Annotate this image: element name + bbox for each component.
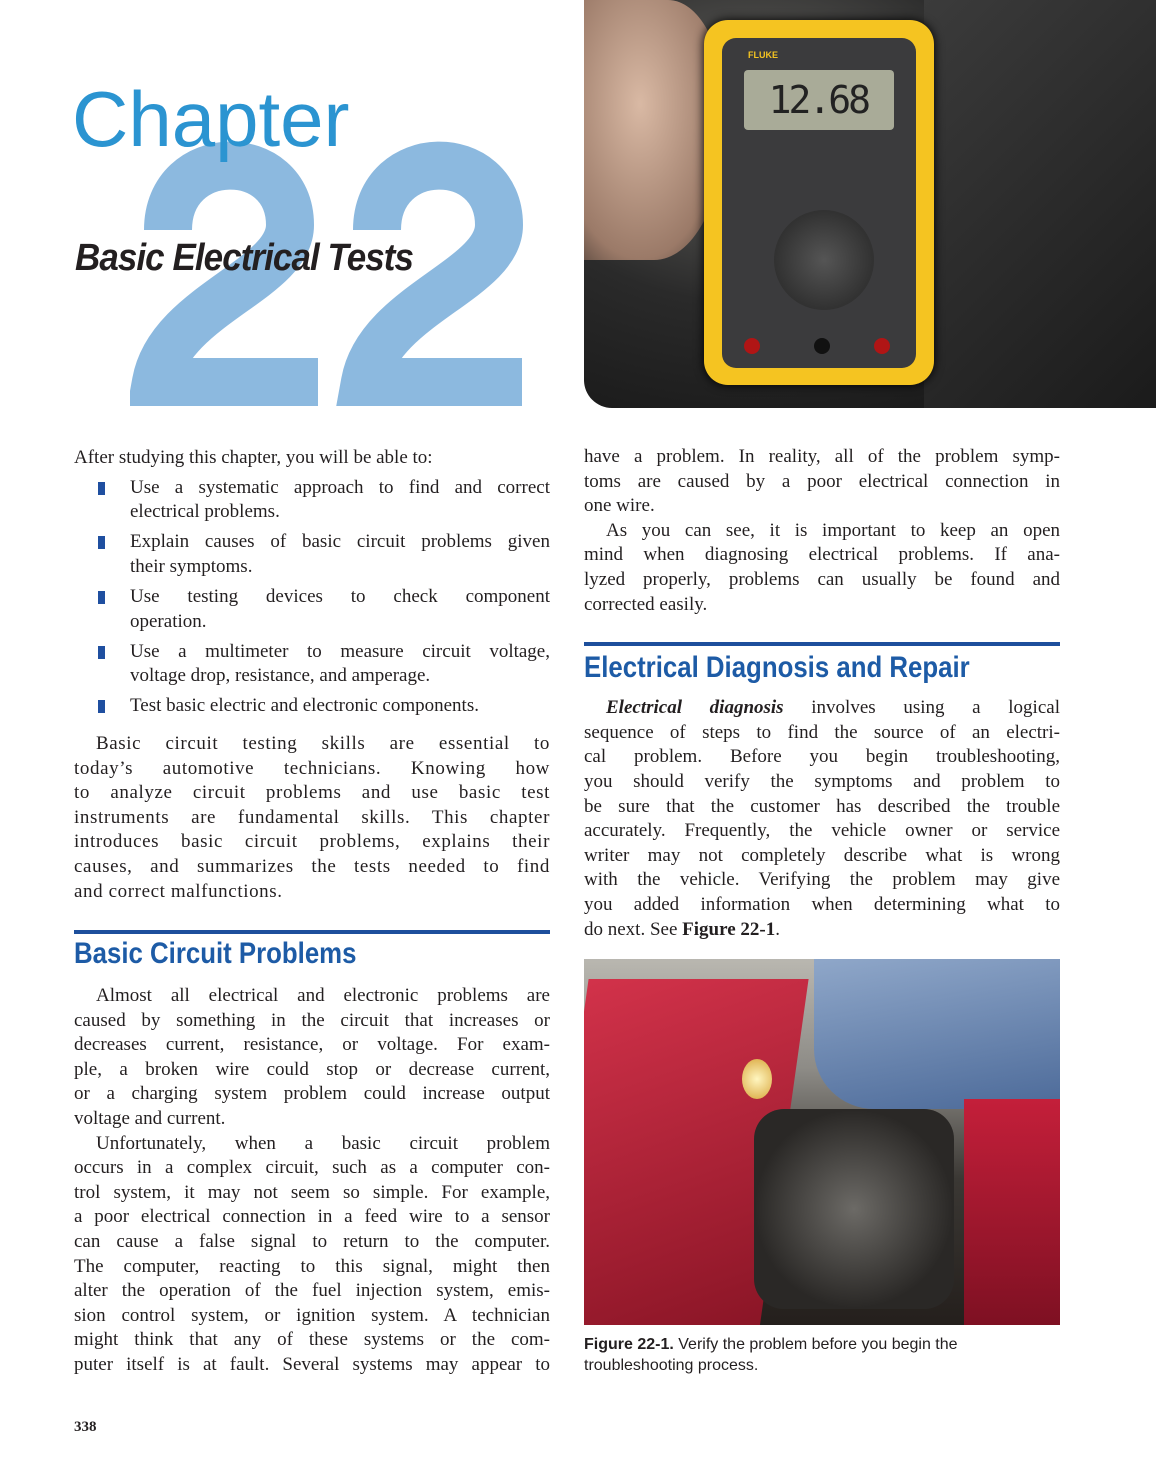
text-line: today’s automotive technicians. Knowing how [74,757,550,779]
text: . [775,918,780,940]
text-line: Unfortunately, when a basic circuit problem [96,1132,550,1154]
figure-caption [584,1334,1004,1376]
paragraph [74,1132,550,1378]
text-line: toms are caused by a poor electrical connection in [584,470,1060,492]
objective-item [74,530,550,579]
fender [964,1099,1060,1325]
text-line: Basic circuit testing skills are essential to [96,732,550,754]
text-line: a poor electrical connection in a feed wire to a sensor [74,1206,550,1228]
objective-text: Use testing devices to check component [130,585,550,607]
text-line: voltage and current. [74,1108,226,1130]
jack-v [874,338,890,354]
hand-shape [584,0,724,260]
text-line: one wire. [584,495,655,517]
objective-text: Explain causes of basic circuit problems given [130,531,550,553]
term-electrical-diagnosis: Electrical diagnosis [606,697,784,719]
left-column [74,446,550,1378]
objective-item [74,476,550,525]
bullet-icon [98,482,105,495]
jack-com [814,338,830,354]
objective-item [74,694,550,719]
meter-display [744,70,894,130]
text-line: might think that any of these systems or the com- [74,1329,550,1351]
text-line: decreases current, resistance, or voltage. For exam- [74,1034,550,1056]
chapter-title: Basic Electrical Tests [75,237,413,279]
text-line: writer may not completely describe what is wrong [584,844,1060,866]
text-line: sion control system, or ignition system. A technician [74,1304,550,1326]
meter-brand: FLUKE [748,50,778,60]
text-line: The computer, reacting to this signal, might then [74,1255,550,1277]
objectives-intro: After studying this chapter, you will be able to: [74,447,433,468]
rotary-dial [774,210,874,310]
objective-text: their symptoms. [130,555,253,577]
text-line: to analyze circuit problems and use basic test [74,782,550,804]
paragraph [584,519,1060,617]
fuse-box [924,0,1156,408]
text-line: cal problem. Before you begin troubleshooting, [584,746,1060,768]
text-line: or a charging system problem could increase output [74,1083,550,1105]
diagnosis-last-line [584,918,1060,943]
multimeter-photo [584,0,1156,408]
text-line: trol system, it may not seem so simple. For example, [74,1181,550,1203]
text-line: Almost all electrical and electronic problems are [96,985,550,1007]
paragraph [584,445,1060,519]
text-line: occurs in a complex circuit, such as a computer con- [74,1157,550,1179]
text: involves using a logical [783,697,1060,719]
figure-caption-text: Verify the problem before you begin the troubleshooting process. [584,1336,958,1374]
bullet-icon [98,536,105,549]
diagnosis-first-line [584,696,1060,721]
text-line: alter the operation of the fuel injection system, emis- [74,1280,550,1302]
text-line: have a problem. In reality, all of the problem symp- [584,446,1060,467]
text-line: sequence of steps to find the source of an electri- [584,721,1060,743]
right-column [584,445,1060,942]
section-rule [74,930,550,934]
engine [754,1109,954,1309]
objective-item [74,640,550,689]
text-line: you added information when determining what to [584,893,1060,915]
text-line: accurately. Frequently, the vehicle owner or service [584,820,1060,842]
diagnosis-paragraph [584,696,1060,942]
text-line: instruments are fundamental skills. This chapter [74,806,550,828]
bullet-icon [98,591,105,604]
text-line: you should verify the symptoms and problem to [584,770,1060,792]
text-line: caused by something in the circuit that increases or [74,1009,550,1031]
text-line: As you can see, it is important to keep an open [606,519,1060,541]
text-line: and correct malfunctions. [74,880,283,902]
text: do next. See [584,918,683,940]
figure-label: Figure 22-1. [584,1336,674,1353]
objective-text: operation. [130,610,207,632]
text-line: can cause a false signal to return to the computer. [74,1231,550,1253]
multimeter-body [704,20,934,385]
technician-photo [584,959,1060,1325]
bullet-icon [98,700,105,713]
section-heading-basic-circuit-problems: Basic Circuit Problems [74,937,357,971]
text-line: causes, and summarizes the tests needed to find [74,855,550,877]
objective-text: voltage drop, resistance, and amperage. [130,665,431,687]
objective-text: Use a multimeter to measure circuit voltage, [130,640,550,662]
text-line: with the vehicle. Verifying the problem may give [584,869,1060,891]
figure-reference[interactable]: Figure 22-1 [682,918,776,940]
text-line: corrected easily. [584,593,708,615]
page-number: 338 [74,1419,97,1435]
work-light [742,1059,772,1099]
objective-text: electrical problems. [130,501,280,523]
objective-text: Test basic electric and electronic components. [130,695,479,717]
section-rule [584,642,1060,646]
text-line: mind when diagnosing electrical problems. If ana- [584,544,1060,566]
text-line: lyzed properly, problems can usually be found and [584,568,1060,590]
objective-text: Use a systematic approach to find and correct [130,476,550,498]
paragraph [74,984,550,1132]
objective-item [74,585,550,634]
diagnosis-lines [584,721,1060,918]
objectives-list [74,476,550,719]
jack-a [744,338,760,354]
section-heading-electrical-diagnosis: Electrical Diagnosis and Repair [584,651,970,685]
meter-reading: 12.68 [768,78,868,122]
intro-paragraph [74,732,550,904]
bullet-icon [98,646,105,659]
text-line: introduces basic circuit problems, explains their [74,831,550,853]
text-line: puter itself is at fault. Several systems may appear to [74,1354,550,1375]
chapter-word: Chapter [72,75,350,163]
text-line: ple, a broken wire could stop or decrease current, [74,1058,550,1080]
technician-shirt [814,959,1060,1109]
text-line: be sure that the customer has described the trouble [584,795,1060,817]
